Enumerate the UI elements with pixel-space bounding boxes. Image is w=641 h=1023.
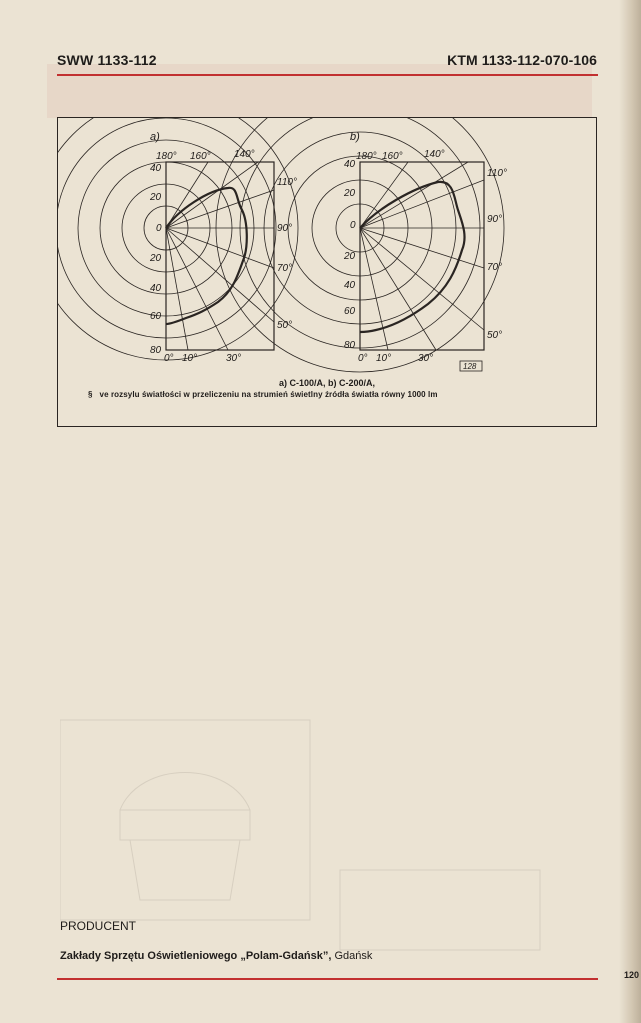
b-scale-40b: 40 xyxy=(344,280,356,291)
figure-caption: a) C-100/A, b) C-200/A, xyxy=(278,378,376,388)
page-number: 120 xyxy=(624,970,640,980)
document-code-right: KTM 1133-112-070-106 xyxy=(447,52,597,68)
a-top-180: 180° xyxy=(156,151,177,162)
a-top-160: 160° xyxy=(190,151,211,162)
a-bottom-30: 30° xyxy=(226,353,242,364)
a-scale-20: 20 xyxy=(150,192,162,203)
b-right-70: 70° xyxy=(487,262,503,273)
b-top-180: 180° xyxy=(356,151,377,162)
a-right-70: 70° xyxy=(277,263,293,274)
diagram-a-arcs xyxy=(58,118,298,360)
a-scale-80: 80 xyxy=(150,345,162,356)
b-scale-60: 60 xyxy=(344,306,356,317)
header-rule xyxy=(57,74,598,76)
b-top-160: 160° xyxy=(382,151,403,162)
a-scale-40b: 40 xyxy=(150,283,162,294)
caption-marker: § xyxy=(88,390,93,399)
figure-reference: 128 xyxy=(463,362,477,371)
b-right-50: 50° xyxy=(487,330,503,341)
b-top-140: 140° xyxy=(424,149,445,160)
a-right-50: 50° xyxy=(277,320,293,331)
b-bottom-0: 0° xyxy=(358,353,368,364)
producer-company: Zakłady Sprzętu Oświetleniowego „Polam-Gdańsk”, xyxy=(60,950,332,962)
b-scale-80: 80 xyxy=(344,340,356,351)
producer-name xyxy=(60,950,372,962)
a-right-110: 110° xyxy=(277,177,297,188)
b-bottom-10: 10° xyxy=(376,353,392,364)
a-scale-40: 40 xyxy=(150,163,162,174)
b-scale-20b: 20 xyxy=(344,251,356,262)
a-bottom-10: 10° xyxy=(182,353,198,364)
document-code-left: SWW 1133-112 xyxy=(57,52,157,68)
caption-text: ve rozsylu światłości w przeliczeniu na strumień świetlny źródła światła równy 1000 lm xyxy=(99,390,438,399)
a-scale-60: 60 xyxy=(150,311,162,322)
a-right-90: 90° xyxy=(277,223,293,234)
footer-rule xyxy=(57,978,598,980)
producer-city: Gdańsk xyxy=(334,950,373,962)
label-a: a) xyxy=(150,131,160,143)
page-edge xyxy=(619,0,641,1023)
bleed-through xyxy=(60,430,600,970)
label-b: b) xyxy=(350,131,360,143)
b-scale-20: 20 xyxy=(344,188,356,199)
a-scale-0: 0 xyxy=(156,223,162,234)
producer-label: PRODUCENT xyxy=(60,919,137,933)
b-right-110: 110° xyxy=(487,168,507,179)
b-bottom-30: 30° xyxy=(418,353,434,364)
b-scale-0: 0 xyxy=(350,220,356,231)
photometric-figure xyxy=(57,117,597,427)
b-scale-40: 40 xyxy=(344,159,356,170)
a-bottom-0: 0° xyxy=(164,353,174,364)
a-top-140: 140° xyxy=(234,149,255,160)
show-through-stamp xyxy=(47,64,592,118)
figure-caption-detail xyxy=(88,390,588,399)
a-scale-20b: 20 xyxy=(150,253,162,264)
b-right-90: 90° xyxy=(487,214,503,225)
